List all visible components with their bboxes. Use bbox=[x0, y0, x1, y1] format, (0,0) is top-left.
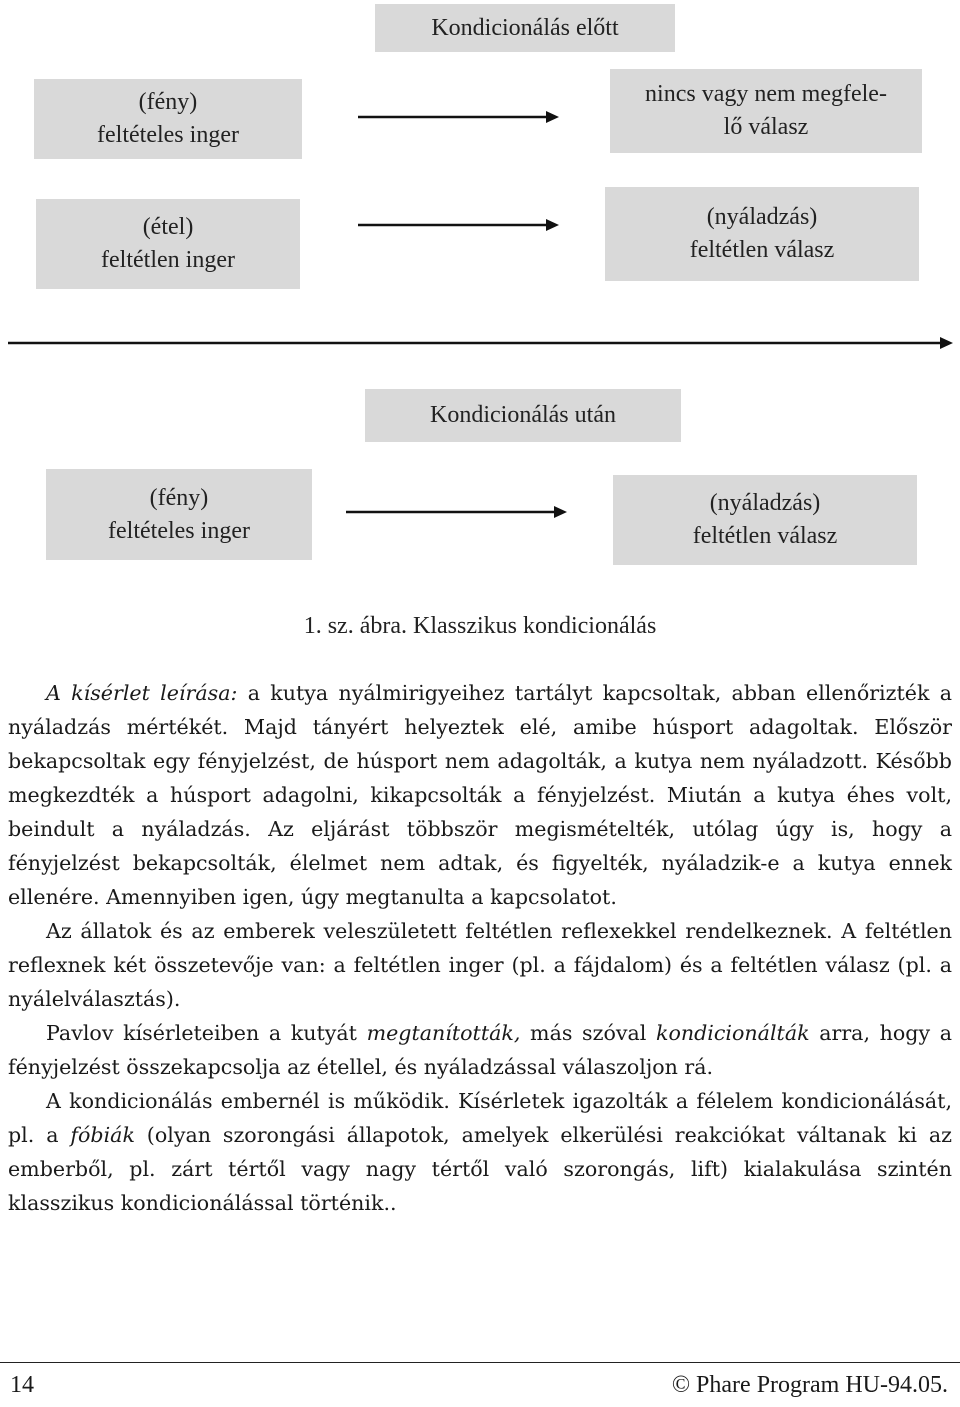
after-title-box bbox=[365, 389, 681, 442]
response-label-line1: (nyáladzás) bbox=[706, 204, 818, 230]
paragraph-3-emphasis-2: kondicionálták bbox=[655, 1021, 810, 1045]
arrow-before-row1 bbox=[358, 107, 560, 127]
before-title-box bbox=[375, 4, 675, 52]
paragraph-1 bbox=[8, 676, 952, 914]
response-label-line1: (nyáladzás) bbox=[709, 490, 821, 516]
stimulus-label-line1: (étel) bbox=[142, 214, 194, 240]
paragraph-1-lead: A kísérlet leírása: bbox=[46, 681, 238, 705]
arrow-after-row1 bbox=[346, 502, 568, 522]
response-label-line1: nincs vagy nem megfele- bbox=[645, 81, 887, 107]
paragraph-3-emphasis-1: megtanították, bbox=[366, 1021, 521, 1045]
before-row1-response-box bbox=[610, 69, 922, 153]
stimulus-label-line2: feltételes inger bbox=[108, 517, 250, 544]
before-row1-stimulus-box bbox=[34, 79, 302, 159]
paragraph-2: Az állatok és az emberek veleszületett feltétlen reflexekkel rendelkeznek. A feltétlen reflexnek két összetevője van: a feltétlen inger (pl. a fájdalom) és a feltétlen válasz (pl. a nyálelválasztás). bbox=[8, 919, 952, 1011]
stimulus-label-line1: (fény) bbox=[138, 89, 198, 115]
response-label-line2: feltétlen válasz bbox=[692, 523, 838, 549]
before-row2-stimulus-box bbox=[36, 199, 300, 289]
figure-caption: 1. sz. ábra. Klasszikus kondicionálás bbox=[303, 613, 657, 639]
arrow-before-row2 bbox=[358, 215, 560, 235]
paragraph-3 bbox=[8, 1016, 952, 1084]
after-row1-response-box bbox=[613, 475, 917, 565]
paragraph-3-text-c: arra, hogy a fényjelzést összekapcsolja az étellel, és nyáladzással válaszoljon rá. bbox=[8, 1021, 952, 1079]
stimulus-label-line2: feltételes inger bbox=[97, 122, 239, 148]
after-title: Kondicionálás után bbox=[430, 402, 616, 428]
after-row1-stimulus-box bbox=[46, 469, 312, 560]
paragraph-4-text-b: (olyan szorongási állapotok, amelyek elkerülési reakciókat váltanak ki az emberből, pl. zárt tértől vagy nagy tértől való szorongás, lift) kialakulása szintén klasszikus kondicionálással történik.. bbox=[8, 1123, 952, 1215]
paragraph-3-text-a: Pavlov kísérleteiben a kutyát bbox=[46, 1021, 367, 1045]
before-title: Kondicionálás előtt bbox=[431, 14, 619, 41]
before-row2-response-box bbox=[605, 187, 919, 281]
footer-divider bbox=[0, 1362, 960, 1363]
paragraph-1-text: a kutya nyálmirigyeihez tartályt kapcsoltak, abban ellenőrizték a nyáladzás mértékét. Majd tányért helyeztek elé, amibe húsport adagoltak. Először bekapcsoltak egy fényjelzést, de húsport nem adagolták, a kutya nem nyáladzott. Később megkezdték a húsport adagolni, kikapcsolták a fényjelzést. Miután a kutya éhes volt, beindult a nyáladzás. Az eljárást többször megismételték, utólag úgy is, hogy a fényjelzést bekapcsolták, élelmet nem adtak, és figyelték, nyáladzik-e a kutya ennek ellenére. Amennyiben igen, úgy megtanulta a kapcsolatot. bbox=[8, 681, 952, 909]
footer-copyright: © Phare Program HU-94.05. bbox=[671, 1372, 948, 1398]
timeline-arrow bbox=[8, 333, 954, 353]
paragraph-4-emphasis: fóbiák bbox=[70, 1123, 135, 1147]
stimulus-label-line1: (fény) bbox=[149, 484, 209, 511]
paragraph-4 bbox=[8, 1084, 952, 1220]
response-label-line2: feltétlen válasz bbox=[689, 237, 835, 263]
body-text bbox=[8, 676, 952, 1220]
stimulus-label-line2: feltétlen inger bbox=[101, 247, 235, 273]
page-number: 14 bbox=[10, 1372, 34, 1398]
response-label-line2: lő válasz bbox=[723, 114, 809, 140]
paragraph-3-text-b: más szóval bbox=[520, 1021, 656, 1045]
paragraph-4-text-a: A kondicionálás embernél is működik. Kísérletek igazolták a félelem kondicionálását, pl. a bbox=[8, 1089, 952, 1147]
